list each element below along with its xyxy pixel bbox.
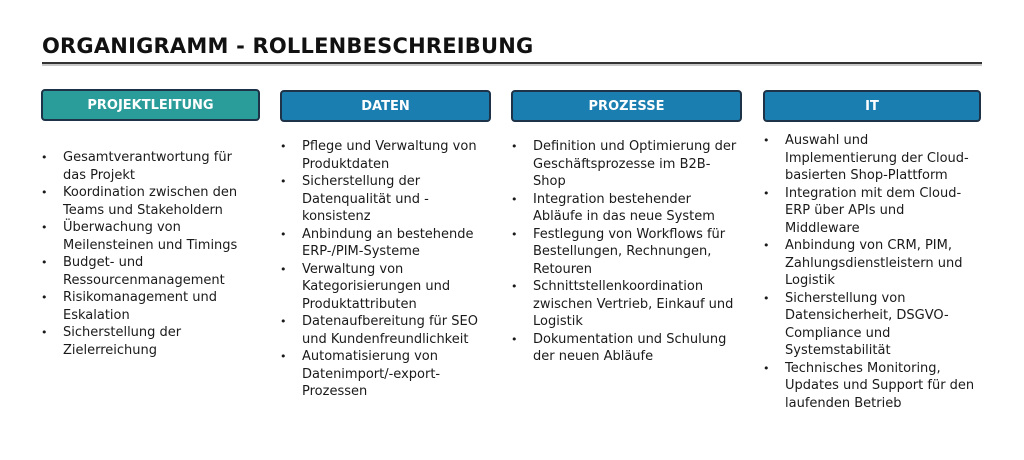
header-daten: DATEN (280, 90, 491, 122)
list-item: • Schnittstellenkoordination zwischen Vertrieb, Einkauf und Logistik (511, 278, 740, 331)
list-item: • Sicherstellung von Datensicherheit, DSGVO-Compliance und Systemstabilität (763, 290, 981, 360)
list-item: • Automatisierung von Datenimport/-export-Prozessen (280, 348, 491, 401)
list-item: • Verwaltung von Kategorisierungen und Produktattributen (280, 261, 491, 314)
page-title: ORGANIGRAMM - ROLLENBESCHREIBUNG (42, 34, 534, 58)
list-item: • Technisches Monitoring, Updates und Support für den laufenden Betrieb (763, 360, 981, 413)
list-item: • Sicherstellung der Datenqualität und -konsistenz (280, 173, 491, 226)
list-it (763, 132, 981, 412)
list-item: • Auswahl und Implementierung der Cloud-basierten Shop-Plattform (763, 132, 981, 185)
list-item: • Sicherstellung der Zielerreichung (41, 324, 256, 359)
header-prozesse: PROZESSE (511, 90, 742, 122)
header-it: IT (763, 90, 981, 122)
column-projektleitung (41, 89, 260, 359)
list-projektleitung (41, 149, 256, 359)
list-item: • Koordination zwischen den Teams und Stakeholdern (41, 184, 256, 219)
list-item: • Integration bestehender Abläufe in das neue System (511, 191, 740, 226)
list-daten (280, 138, 491, 401)
list-prozesse (511, 138, 740, 366)
column-prozesse (511, 90, 742, 366)
list-item: • Überwachung von Meilensteinen und Timings (41, 219, 256, 254)
list-item: • Dokumentation und Schulung der neuen Abläufe (511, 331, 740, 366)
column-it (763, 90, 981, 412)
list-item: • Integration mit dem Cloud-ERP über APIs und Middleware (763, 185, 981, 238)
list-item: • Festlegung von Workflows für Bestellungen, Rechnungen, Retouren (511, 226, 740, 279)
title-underline (42, 62, 982, 66)
list-item: • Pflege und Verwaltung von Produktdaten (280, 138, 491, 173)
list-item: • Anbindung von CRM, PIM, Zahlungsdienstleistern und Logistik (763, 237, 981, 290)
list-item: • Datenaufbereitung für SEO und Kundenfreundlichkeit (280, 313, 491, 348)
list-item: • Anbindung an bestehende ERP-/PIM-Systeme (280, 226, 491, 261)
list-item: • Gesamtverantwortung für das Projekt (41, 149, 256, 184)
list-item: • Budget- und Ressourcenmanagement (41, 254, 256, 289)
header-projektleitung: PROJEKTLEITUNG (41, 89, 260, 121)
list-item: • Definition und Optimierung der Geschäftsprozesse im B2B-Shop (511, 138, 740, 191)
list-item: • Risikomanagement und Eskalation (41, 289, 256, 324)
column-daten (280, 90, 491, 401)
